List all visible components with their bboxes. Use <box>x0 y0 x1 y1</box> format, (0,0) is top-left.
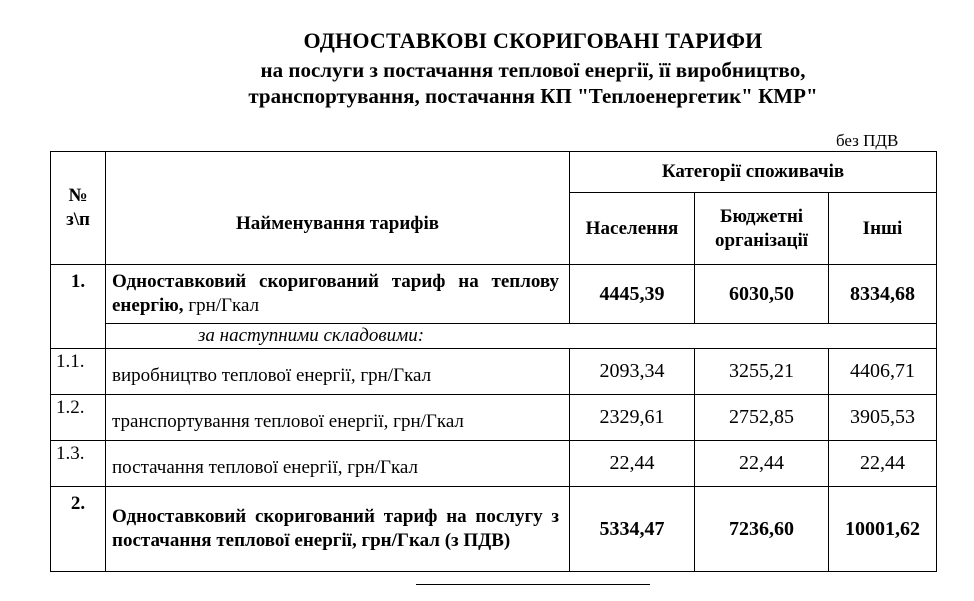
row-population: 2093,34 <box>570 349 695 395</box>
header-population: Населення <box>570 193 695 265</box>
row-population: 5334,47 <box>570 487 695 572</box>
header-categories: Категорії споживачів <box>570 152 937 193</box>
row-name: Одноставковий скоригований тариф на послугу з постачання теплової енергії, грн/Гкал (з ПДВ) <box>106 487 570 572</box>
row-num: 1.3. <box>51 441 106 487</box>
table-row <box>51 441 937 487</box>
row-num: 1. <box>51 265 106 349</box>
row-name: виробництво теплової енергії, грн/Гкал <box>106 349 570 395</box>
row-other: 4406,71 <box>829 349 937 395</box>
row-population: 4445,39 <box>570 265 695 324</box>
row-other: 8334,68 <box>829 265 937 324</box>
row-num: 2. <box>51 487 106 572</box>
table-row <box>51 349 937 395</box>
row-budget: 2752,85 <box>695 395 829 441</box>
row-budget: 7236,60 <box>695 487 829 572</box>
vat-note: без ПДВ <box>836 131 899 150</box>
document-title: ОДНОСТАВКОВІ СКОРИГОВАНІ ТАРИФИ <box>303 28 763 53</box>
header-name: Найменування тарифів <box>106 152 570 265</box>
components-note: за наступними складовими: <box>106 324 937 349</box>
row-name-text: Одноставковий скоригований тариф на теплову енергію, <box>112 271 559 316</box>
table-row <box>51 487 937 572</box>
row-budget: 22,44 <box>695 441 829 487</box>
document-subtitle-line2: транспортування, постачання КП "Теплоенергетик" КМР" <box>248 84 818 108</box>
row-num: 1.2. <box>51 395 106 441</box>
row-unit: грн/Гкал <box>183 295 260 316</box>
table-row <box>51 265 937 324</box>
header-num <box>51 152 106 265</box>
table-row <box>51 395 937 441</box>
header-num-label: № з\п <box>66 185 90 230</box>
row-name: транспортування теплової енергії, грн/Гкал <box>106 395 570 441</box>
row-budget: 3255,21 <box>695 349 829 395</box>
row-num: 1.1. <box>51 349 106 395</box>
document-subtitle-line1: на послуги з постачання теплової енергії, її виробництво, <box>260 58 806 82</box>
row-budget: 6030,50 <box>695 265 829 324</box>
row-other: 3905,53 <box>829 395 937 441</box>
row-other: 22,44 <box>829 441 937 487</box>
tariff-table <box>50 151 937 572</box>
footer-separator-line <box>416 584 650 585</box>
row-population: 22,44 <box>570 441 695 487</box>
row-population: 2329,61 <box>570 395 695 441</box>
row-name: постачання теплової енергії, грн/Гкал <box>106 441 570 487</box>
row-name <box>106 265 570 324</box>
row-other: 10001,62 <box>829 487 937 572</box>
table-row-components <box>51 324 937 349</box>
table-header-row <box>51 152 937 193</box>
header-budget-label: Бюджетні організації <box>714 205 809 251</box>
header-other: Інші <box>829 193 937 265</box>
header-budget <box>695 193 829 265</box>
